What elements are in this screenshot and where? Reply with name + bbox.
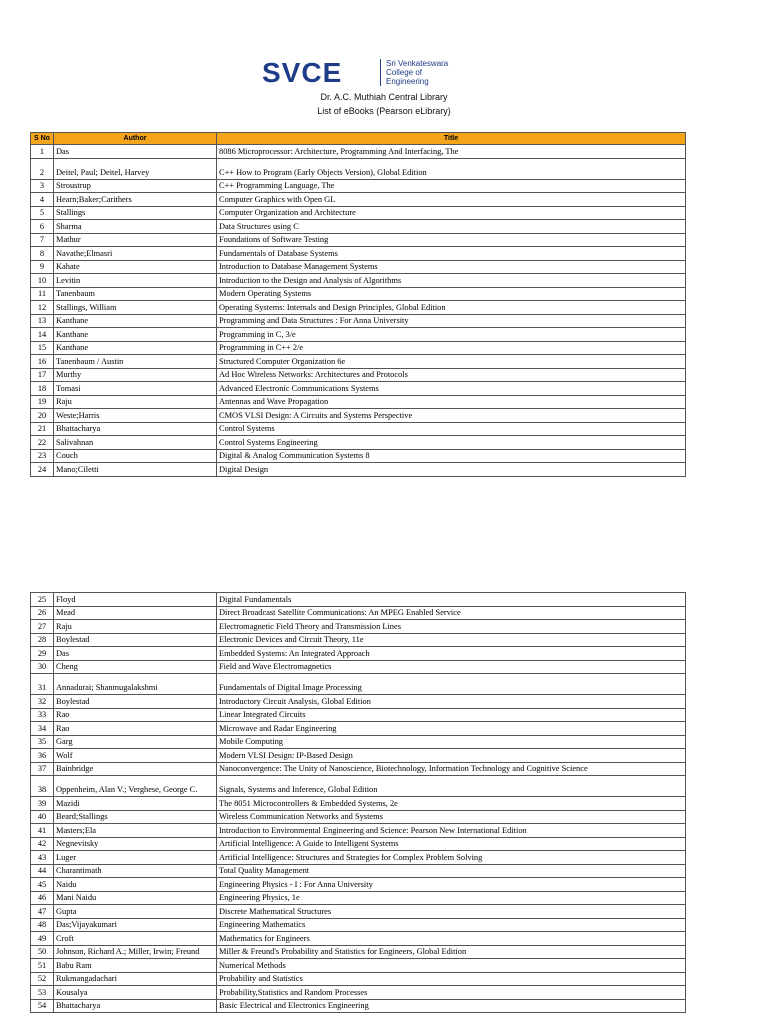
table-row xyxy=(31,409,686,423)
table-row xyxy=(31,606,686,620)
table-row xyxy=(31,776,686,797)
cell-author: Salivahnan xyxy=(54,436,217,450)
cell-title: Field and Wave Electromagnetics xyxy=(217,660,686,674)
cell-author: Deitel, Paul; Deitel, Harvey xyxy=(54,158,217,179)
table-row xyxy=(31,382,686,396)
cell-author: Oppenheim, Alan V.; Verghese, George C. xyxy=(54,776,217,797)
table-row xyxy=(31,660,686,674)
cell-author: Das;Vijayakumari xyxy=(54,918,217,932)
cell-author: Das xyxy=(54,145,217,159)
cell-author: Bainbridge xyxy=(54,762,217,776)
table-row xyxy=(31,179,686,193)
cell-title: Programming in C++ 2/e xyxy=(217,341,686,355)
table-row xyxy=(31,864,686,878)
library-name: Dr. A.C. Muthiah Central Library xyxy=(320,92,448,102)
cell-title: Fundamentals of Database Systems xyxy=(217,247,686,261)
cell-sno: 15 xyxy=(31,341,54,355)
table-row xyxy=(31,749,686,763)
cell-sno: 3 xyxy=(31,179,54,193)
table-row xyxy=(31,972,686,986)
cell-sno: 2 xyxy=(31,158,54,179)
table-row xyxy=(31,355,686,369)
cell-sno: 51 xyxy=(31,959,54,973)
cell-sno: 53 xyxy=(31,986,54,1000)
cell-sno: 38 xyxy=(31,776,54,797)
cell-sno: 52 xyxy=(31,972,54,986)
table-row xyxy=(31,247,686,261)
table-row xyxy=(31,220,686,234)
column-header-sno: S No xyxy=(31,133,54,145)
cell-title: Wireless Communication Networks and Systems xyxy=(217,810,686,824)
table-row xyxy=(31,436,686,450)
table-row xyxy=(31,837,686,851)
table-row xyxy=(31,206,686,220)
cell-title: Advanced Electronic Communications Systems xyxy=(217,382,686,396)
table-row xyxy=(31,878,686,892)
cell-author: Kahate xyxy=(54,260,217,274)
cell-sno: 50 xyxy=(31,945,54,959)
cell-author: Croft xyxy=(54,932,217,946)
cell-author: Stallings, William xyxy=(54,301,217,315)
cell-author: Murthy xyxy=(54,368,217,382)
table-row xyxy=(31,810,686,824)
cell-title: Probability,Statistics and Random Processes xyxy=(217,986,686,1000)
cell-author: Mani Naidu xyxy=(54,891,217,905)
cell-sno: 17 xyxy=(31,368,54,382)
logo-college-name: Sri Venkateswara College of Engineering xyxy=(380,59,456,86)
table-row xyxy=(31,463,686,477)
cell-sno: 37 xyxy=(31,762,54,776)
cell-author: Hearn;Baker;Carithers xyxy=(54,193,217,207)
cell-title: Basic Electrical and Electronics Engineering xyxy=(217,999,686,1013)
cell-sno: 54 xyxy=(31,999,54,1013)
cell-sno: 12 xyxy=(31,301,54,315)
cell-sno: 24 xyxy=(31,463,54,477)
cell-title: Digital & Analog Communication Systems 8 xyxy=(217,449,686,463)
table-row xyxy=(31,341,686,355)
cell-title: Antennas and Wave Propagation xyxy=(217,395,686,409)
cell-sno: 40 xyxy=(31,810,54,824)
column-header-author: Author xyxy=(54,133,217,145)
cell-sno: 5 xyxy=(31,206,54,220)
table-row xyxy=(31,708,686,722)
cell-sno: 14 xyxy=(31,328,54,342)
table-row xyxy=(31,735,686,749)
cell-author: Beard;Stallings xyxy=(54,810,217,824)
cell-sno: 48 xyxy=(31,918,54,932)
cell-sno: 47 xyxy=(31,905,54,919)
table-row xyxy=(31,368,686,382)
cell-title: Programming in C, 3/e xyxy=(217,328,686,342)
table-row xyxy=(31,422,686,436)
cell-author: Bhattacharya xyxy=(54,422,217,436)
cell-title: Introduction to the Design and Analysis of Algorithms xyxy=(217,274,686,288)
cell-sno: 27 xyxy=(31,620,54,634)
cell-author: Luger xyxy=(54,851,217,865)
cell-title: Engineering Mathematics xyxy=(217,918,686,932)
table-row xyxy=(31,945,686,959)
table-row xyxy=(31,986,686,1000)
table-row xyxy=(31,999,686,1013)
cell-title: Digital Design xyxy=(217,463,686,477)
cell-title: Control Systems xyxy=(217,422,686,436)
cell-author: Mano;Ciletti xyxy=(54,463,217,477)
ebook-table-page-1 xyxy=(30,132,686,477)
table-row xyxy=(31,647,686,661)
cell-sno: 45 xyxy=(31,878,54,892)
table-row xyxy=(31,891,686,905)
cell-title: Control Systems Engineering xyxy=(217,436,686,450)
cell-title: Engineering Physics, 1e xyxy=(217,891,686,905)
cell-sno: 32 xyxy=(31,695,54,709)
cell-author: Babu Ram xyxy=(54,959,217,973)
cell-title: Numerical Methods xyxy=(217,959,686,973)
cell-author: Weste;Harris xyxy=(54,409,217,423)
cell-author: Boylestad xyxy=(54,633,217,647)
cell-title: Artificial Intelligence: A Guide to Intelligent Systems xyxy=(217,837,686,851)
cell-author: Rao xyxy=(54,708,217,722)
cell-author: Wolf xyxy=(54,749,217,763)
cell-title: Structured Computer Organization 6e xyxy=(217,355,686,369)
cell-author: Stroustrup xyxy=(54,179,217,193)
table-row xyxy=(31,851,686,865)
table-header-row xyxy=(31,133,686,145)
cell-author: Das xyxy=(54,647,217,661)
cell-title: Total Quality Management xyxy=(217,864,686,878)
table-row xyxy=(31,918,686,932)
table-row xyxy=(31,193,686,207)
cell-title: CMOS VLSI Design: A Circuits and Systems Perspective xyxy=(217,409,686,423)
cell-title: Fundamentals of Digital Image Processing xyxy=(217,674,686,695)
cell-sno: 1 xyxy=(31,145,54,159)
cell-title: Modern Operating Systems xyxy=(217,287,686,301)
table-row xyxy=(31,620,686,634)
cell-title: C++ Programming Language, The xyxy=(217,179,686,193)
cell-author: Rao xyxy=(54,722,217,736)
cell-sno: 9 xyxy=(31,260,54,274)
cell-author: Raju xyxy=(54,395,217,409)
cell-author: Johnson, Richard A.; Miller, Irwin; Freund xyxy=(54,945,217,959)
cell-author: Tanenbaum xyxy=(54,287,217,301)
cell-title: Introduction to Environmental Engineering and Science: Pearson New International Edition xyxy=(217,824,686,838)
list-title: List of eBooks (Pearson eLibrary) xyxy=(317,106,451,116)
cell-sno: 28 xyxy=(31,633,54,647)
cell-title: Embedded Systems: An Integrated Approach xyxy=(217,647,686,661)
table-row xyxy=(31,301,686,315)
cell-sno: 29 xyxy=(31,647,54,661)
cell-author: Negnevitsky xyxy=(54,837,217,851)
cell-author: Kousalya xyxy=(54,986,217,1000)
cell-author: Tanenbaum / Austin xyxy=(54,355,217,369)
table-row xyxy=(31,158,686,179)
cell-sno: 41 xyxy=(31,824,54,838)
cell-author: Mead xyxy=(54,606,217,620)
cell-sno: 42 xyxy=(31,837,54,851)
table-row xyxy=(31,797,686,811)
table-row xyxy=(31,328,686,342)
cell-sno: 26 xyxy=(31,606,54,620)
cell-author: Charantimath xyxy=(54,864,217,878)
cell-sno: 43 xyxy=(31,851,54,865)
cell-author: Bhattacharya xyxy=(54,999,217,1013)
cell-title: Operating Systems: Internals and Design Principles, Global Edition xyxy=(217,301,686,315)
cell-title: Direct Broadcast Satellite Communications: An MPEG Enabled Service xyxy=(217,606,686,620)
cell-title: Modern VLSI Design: IP-Based Design xyxy=(217,749,686,763)
cell-title: Mobile Computing xyxy=(217,735,686,749)
table-row xyxy=(31,695,686,709)
cell-sno: 35 xyxy=(31,735,54,749)
table-row xyxy=(31,674,686,695)
table-row xyxy=(31,395,686,409)
cell-sno: 16 xyxy=(31,355,54,369)
cell-sno: 49 xyxy=(31,932,54,946)
cell-author: Mazidi xyxy=(54,797,217,811)
cell-title: Computer Organization and Architecture xyxy=(217,206,686,220)
cell-author: Garg xyxy=(54,735,217,749)
cell-author: Mathur xyxy=(54,233,217,247)
cell-title: 8086 Microprocessor: Architecture, Programming And Interfacing, The xyxy=(217,145,686,159)
table-row xyxy=(31,633,686,647)
cell-title: Probability and Statistics xyxy=(217,972,686,986)
cell-title: Miller & Freund's Probability and Statistics for Engineers, Global Edition xyxy=(217,945,686,959)
cell-sno: 46 xyxy=(31,891,54,905)
cell-title: Digital Fundamentals xyxy=(217,593,686,607)
cell-sno: 39 xyxy=(31,797,54,811)
cell-author: Stallings xyxy=(54,206,217,220)
cell-author: Cheng xyxy=(54,660,217,674)
cell-sno: 34 xyxy=(31,722,54,736)
cell-title: Electromagnetic Field Theory and Transmission Lines xyxy=(217,620,686,634)
logo-wordmark: SVCE xyxy=(262,57,343,88)
cell-sno: 36 xyxy=(31,749,54,763)
cell-title: Introduction to Database Management Systems xyxy=(217,260,686,274)
cell-title: Discrete Mathematical Structures xyxy=(217,905,686,919)
cell-title: Microwave and Radar Engineering xyxy=(217,722,686,736)
table-row xyxy=(31,932,686,946)
cell-title: Nanoconvergence: The Unity of Nanoscience, Biotechnology, Information Technology and Cognitive Science xyxy=(217,762,686,776)
cell-sno: 20 xyxy=(31,409,54,423)
cell-sno: 18 xyxy=(31,382,54,396)
cell-title: Electronic Devices and Circuit Theory, 11e xyxy=(217,633,686,647)
cell-author: Naidu xyxy=(54,878,217,892)
cell-sno: 21 xyxy=(31,422,54,436)
cell-title: Mathematics for Engineers xyxy=(217,932,686,946)
cell-sno: 13 xyxy=(31,314,54,328)
cell-author: Couch xyxy=(54,449,217,463)
cell-title: Ad Hoc Wireless Networks: Architectures and Protocols xyxy=(217,368,686,382)
ebook-table-page-2 xyxy=(30,592,686,1013)
cell-author: Raju xyxy=(54,620,217,634)
cell-title: Introductory Circuit Analysis, Global Edition xyxy=(217,695,686,709)
cell-author: Levitin xyxy=(54,274,217,288)
table-row xyxy=(31,233,686,247)
table-row xyxy=(31,593,686,607)
cell-sno: 19 xyxy=(31,395,54,409)
cell-sno: 4 xyxy=(31,193,54,207)
table-row xyxy=(31,314,686,328)
table-row xyxy=(31,145,686,159)
cell-title: Engineering Physics - I : For Anna University xyxy=(217,878,686,892)
cell-author: Navathe;Elmasri xyxy=(54,247,217,261)
cell-author: Kanthane xyxy=(54,328,217,342)
cell-author: Tomasi xyxy=(54,382,217,396)
cell-title: Signals, Systems and Inference, Global Edition xyxy=(217,776,686,797)
table-row xyxy=(31,959,686,973)
cell-author: Gupta xyxy=(54,905,217,919)
cell-sno: 25 xyxy=(31,593,54,607)
cell-sno: 23 xyxy=(31,449,54,463)
column-header-title: Title xyxy=(217,133,686,145)
cell-title: Foundations of Software Testing xyxy=(217,233,686,247)
cell-author: Rukmangadachari xyxy=(54,972,217,986)
cell-author: Kanthane xyxy=(54,314,217,328)
cell-sno: 44 xyxy=(31,864,54,878)
cell-title: Linear Integrated Circuits xyxy=(217,708,686,722)
cell-title: Computer Graphics with Open GL xyxy=(217,193,686,207)
table-row xyxy=(31,722,686,736)
cell-author: Masters;Ela xyxy=(54,824,217,838)
cell-author: Boylestad xyxy=(54,695,217,709)
table-row xyxy=(31,260,686,274)
table-row xyxy=(31,762,686,776)
cell-title: C++ How to Program (Early Objects Version), Global Edition xyxy=(217,158,686,179)
table-row xyxy=(31,287,686,301)
cell-sno: 22 xyxy=(31,436,54,450)
cell-sno: 11 xyxy=(31,287,54,301)
table-row xyxy=(31,274,686,288)
cell-author: Floyd xyxy=(54,593,217,607)
cell-sno: 33 xyxy=(31,708,54,722)
cell-author: Sharma xyxy=(54,220,217,234)
table-row xyxy=(31,449,686,463)
table-row xyxy=(31,905,686,919)
cell-author: Annadurai; Shanmugalakshmi xyxy=(54,674,217,695)
cell-title: Artificial Intelligence: Structures and Strategies for Complex Problem Solving xyxy=(217,851,686,865)
cell-title: Data Structures using C xyxy=(217,220,686,234)
cell-sno: 8 xyxy=(31,247,54,261)
cell-sno: 10 xyxy=(31,274,54,288)
college-logo xyxy=(262,58,448,88)
cell-sno: 6 xyxy=(31,220,54,234)
cell-sno: 30 xyxy=(31,660,54,674)
cell-title: The 8051 Microcontrollers & Embedded Systems, 2e xyxy=(217,797,686,811)
cell-sno: 31 xyxy=(31,674,54,695)
cell-sno: 7 xyxy=(31,233,54,247)
table-row xyxy=(31,824,686,838)
cell-title: Programming and Data Structures : For Anna University xyxy=(217,314,686,328)
cell-author: Kanthane xyxy=(54,341,217,355)
